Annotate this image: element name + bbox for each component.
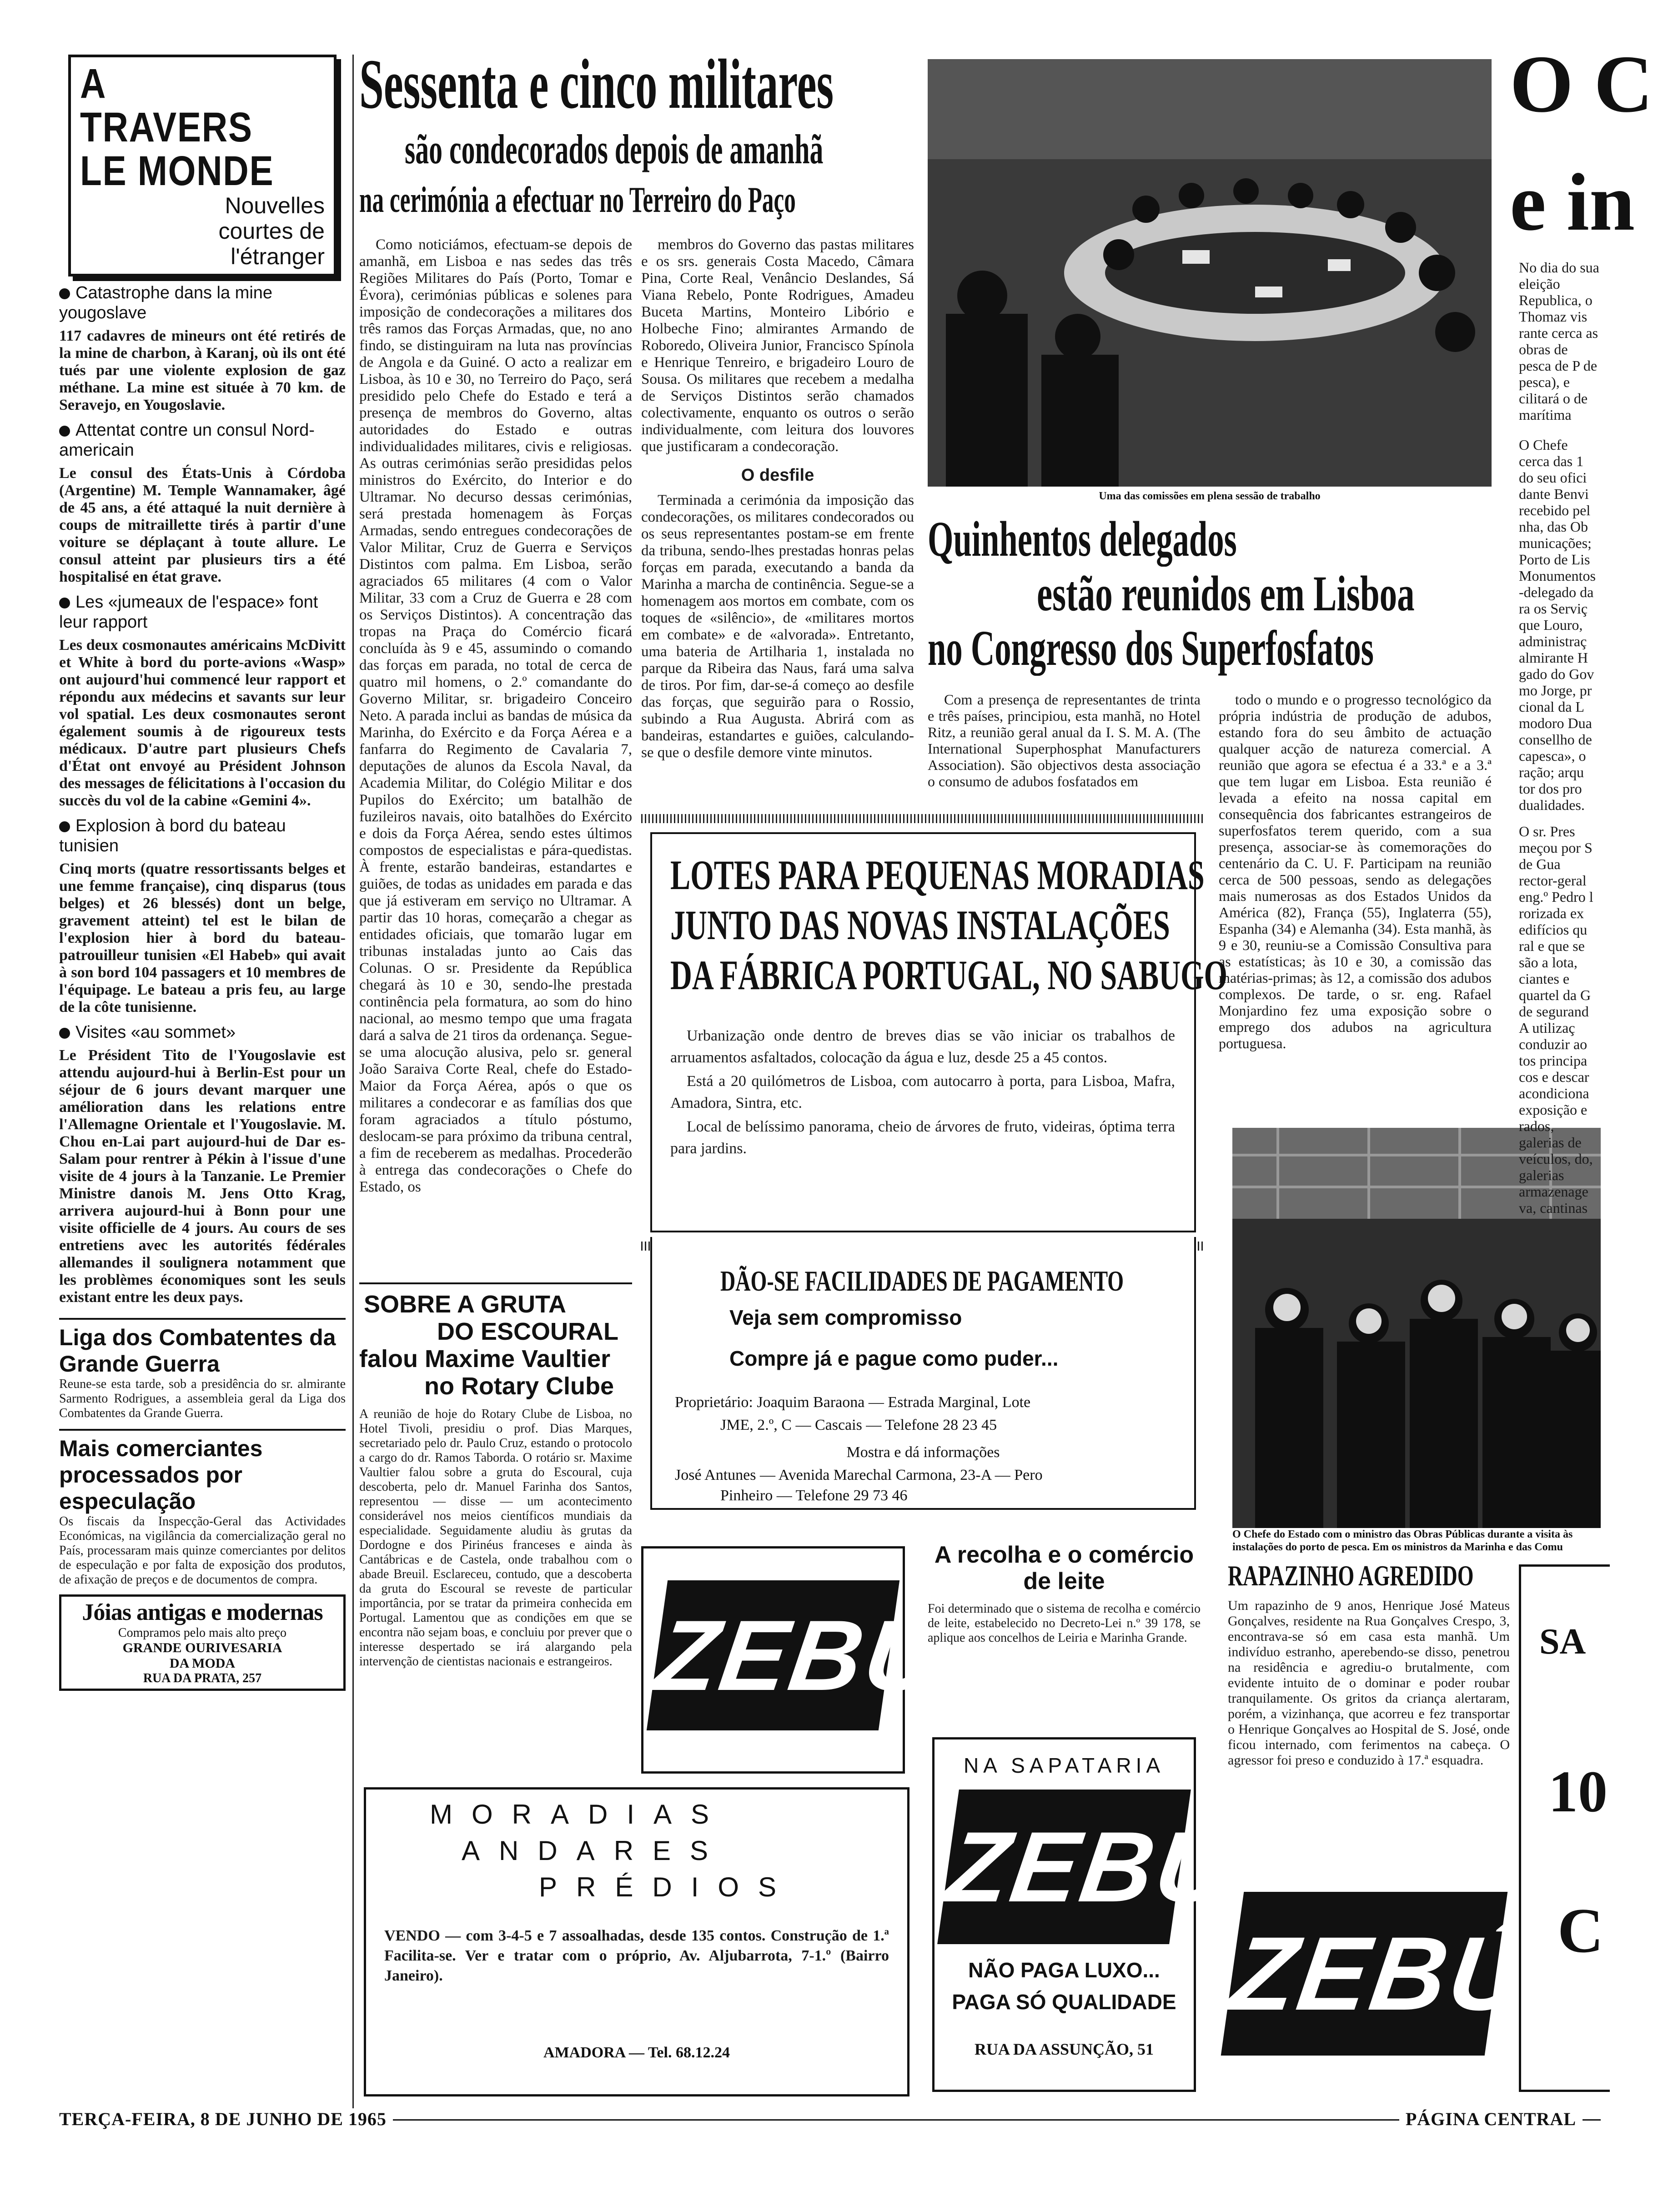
moradias-line-3: PRÉDIOS — [539, 1872, 796, 1902]
main-headline: Sessenta e cinco militares — [359, 45, 834, 123]
right-big-headline-2: e in — [1510, 157, 1635, 247]
footer-page: PÁGINA CENTRAL — [1399, 2108, 1583, 2130]
zebu-logo-1: ZEBÚ — [647, 1580, 899, 1730]
column-rule — [352, 55, 354, 2128]
joias-line-2: GRANDE OURIVESARIA — [122, 1640, 282, 1655]
lotes-prop-1: Proprietário: Joaquim Baraona — Estrada Marginal, Lote — [675, 1394, 1031, 1411]
joias-title: Jóias antigas e modernas — [82, 1599, 323, 1625]
gruta-title-1: SOBRE A GRUTA — [364, 1291, 566, 1318]
zebu-ad-1 — [641, 1546, 949, 1774]
photo-committee-caption: Uma das comissões em plena sessão de trabalho — [1099, 490, 1321, 502]
bullet-icon — [59, 821, 70, 832]
world-news-subtitle: Nouvelles courtes de l'étranger — [218, 193, 325, 269]
lotes-text: Urbanização onde dentro de breves dias se vão iniciar os trabalhos de arruamentos asfaltados, colocação da água e luz, desde 25 a 45 contos. Está a 20 quilómetros de Lisboa, com autocarro à porta, para Lisboa, Mafra, Amadora, Sintra, etc. Local de belíssimo panorama, cheio de árvores de fruto, videiras, óptima terra para jardins. — [670, 1027, 1175, 1157]
gruta-title-3: falou Maxime Vaultier — [359, 1345, 611, 1372]
gruta-title-2: DO ESCOURAL — [437, 1318, 618, 1345]
zebu-logo-2: ZEBÚ — [937, 1790, 1191, 1944]
bullet-icon — [59, 598, 70, 608]
item-heading: Explosion à bord du bateau tunisien — [59, 816, 286, 855]
gruta-text: A reunião de hoje do Rotary Clube de Lisboa, no Hotel Tivoli, presidiu o prof. Dias Marques, secretariado pelo dr. Paulo Cruz, estando o protocolo a cargo do dr. Ramos Taborda. O rotário sr. Maxime Vaultier falou sobre a gruta do Escoural, cuja descoberta, pelo dr. Manuel Farinha dos Santos, representou — disse — um acontecimento considerável nos meios científicos mundiais da especialidade. Seguidamente aludiu às grutas da Dordogne e dos Pirinéus franceses e ainda às Cantábricas e de Castela, onde trabalhou com o abade Breuil. Esclareceu, contudo, que a descoberta da gruta do Escoural se reveste de particular importância, por se tratar da primeira conhecida em Portugal. Lamentou que as condições em que se encontra não sejam boas, e concluiu por prever que o interesse despertado se irá alargando pela intervenção de cientistas nacionais e estrangeiros. — [359, 1407, 632, 1669]
main-article-col-1: Como noticiámos, efectuam-se depois de amanhã, em Lisboa e nas sedes das três Regiões Militares do País (Porto, Tomar e Évora), cerimónias públicas e solenes para imposição de condecorações a militares dos três ramos das Forças Armadas, que, no ano findo, se distinguiram na luta nas províncias de Angola e da Guiné. O acto a realizar em Lisboa, às 10 e 30, no Terreiro do Paço, será presidido pelo Chefe do Estado e terá a presença de membros do Governo, altas autoridades do Estado e outras individualidades militares, civis e religiosas. As outras cerimónias serão presididas pelos ministros do Exército, do Interior e do Ultramar. No decurso dessas cerimónias, será prestada homenagem às Forças Armadas, sendo entregues condecorações de Valor Militar, Cruz de Guerra e Serviços Distintos com palma. Em Lisboa, serão agraciados 65 militares (4 com o Valor Militar, 33 com a Cruz de Guerra e 28 com os Serviços Distintos). A concentração das tropas na Praça do Comércio ficará concluída às 9 e 45, assumindo o comando das forças em parada, no total de cerca de quatro mil homens, o 2.º comandante do Governo Militar, sr. brigadeiro Conceiro Neto. A parada inclui as bandas de música da Marinha, do Exército e da Força Aérea e a fanfarra do Regimento de Cavalaria 7, deputações de alunos da Escola Naval, da Academia Militar, do Colégio Militar e dos Pupilos do Exército; um batalhão de fuzileiros navais, oito batalhões do Exército e dois da Força Aérea, sendo estes últimos compostos de especialistas e pára-quedistas. À frente, estarão bandeiras, estandartes e guiões, de todas as unidades em parada e das que já estiveram em serviço no Ultramar. A partir das 10 horas, começarão a chegar as entidades oficiais, que tomarão lugar em tribunas instaladas junto ao Cais das Colunas. O sr. Presidente da República chegará às 10 e 30, sendo-lhe prestada continência pela formatura, ao som do hino nacional, ao mesmo tempo que uma fragata dará a salva de 21 tiros da ordenança. Segue-se uma alocução alusiva, pelo sr. general João Saraiva Corte Real, chefe do Estado-Maior da Força Aérea, após o que os militares a condecorar e as famílias dos que foram agraciados a título póstumo, deslocam-se para próximo da tribuna central, a fim de receberem as medalhas. Procederão à entrega das condecorações o Chefe do Estado, os — [359, 236, 632, 1195]
joias-line-1: Compramos pelo mais alto preço — [118, 1626, 287, 1640]
item-heading: Catastrophe dans la mine yougoslave — [59, 283, 273, 322]
item-text: Cinq morts (quatre ressortissants belges et une femme française), cinq disparus (tous belges) et 26 blessés) dont un belge, gravement atteint) tel est le bilan de l'explosion hier à bord du bateau-patrouilleur tunisien «El Habeb» qui avait à son bord 104 passagers et 10 membres de l'équipage. Le bateau a pris feu, au large de la côte tunisienne. — [59, 860, 346, 1016]
zebu-ad-2 — [932, 1737, 1240, 2092]
bullet-icon — [59, 426, 70, 437]
world-news-item — [59, 816, 346, 1016]
lotes-veja: Veja sem compromisso — [729, 1306, 962, 1329]
liga-text: Reune-se esta tarde, sob a presidência do sr. almirante Sarmento Rodrigues, a assembleia geral da Liga dos Combatentes da Grande Guerra. — [59, 1377, 346, 1420]
left-column — [59, 55, 346, 2128]
gruta-title-4: no Rotary Clube — [424, 1372, 614, 1400]
right-ad-sa: SA — [1539, 1622, 1586, 1662]
zebu-na-sapataria: NA SAPATARIA — [963, 1754, 1165, 1777]
world-news-item — [59, 283, 346, 414]
congress-headline-2: estão reunidos em Lisboa — [1037, 566, 1415, 621]
world-news-title-1: A TRAVERS — [80, 60, 253, 151]
lotes-title-1: LOTES PARA PEQUENAS MORADIAS — [670, 852, 1205, 898]
rapazinho-article — [1228, 1560, 1510, 1878]
moradias-text: VENDO — com 3-4-5 e 7 assoalhadas, desde 135 contos. Construção de 1.ª Facilita-se. Ver e tratar com o próprio, Av. Aljubarrota, 7-1.º (Bairro Janeiro). — [384, 1927, 889, 1984]
footer-rule — [59, 2106, 1601, 2133]
lotes-title-3: DA FÁBRICA PORTUGAL, NO SABUGO — [670, 952, 1228, 998]
moradias-ad — [364, 1787, 909, 2096]
zebu-ad-3 — [1224, 1883, 1537, 2092]
bullet-icon — [59, 1028, 70, 1039]
liga-title: Liga dos Combatentes da Grande Guerra — [59, 1318, 346, 1377]
right-col-text-1: No dia do sua eleição Republica, o Thomaz vis rante cerca as obras de pesca de P de pesca), e cilitará o de marítima — [1519, 259, 1599, 423]
lotes-compre: Compre já e pague como puder... — [729, 1347, 1059, 1370]
mais-title: Mais comerciantes processados por especulação — [59, 1429, 346, 1514]
bullet-icon — [59, 288, 70, 299]
zebu-logo-3: ZEBÚ — [1221, 1892, 1508, 2056]
congress-headline-3: no Congresso dos Superfosfatos — [928, 620, 1374, 676]
joias-line-3: DA MODA — [169, 1656, 236, 1671]
photo-chief-caption: O Chefe do Estado com o ministro das Obras Públicas durante a visita às instalações do porto de pesca. Em os ministros da Marinha e das Comu — [1232, 1528, 1573, 1553]
leite-text: Foi determinado que o sistema de recolha e comércio de leite, estabelecido no Decreto-Lei n.º 39 178, se aplique aos concelhos de Leiria e Marinha Grande. — [928, 1602, 1201, 1645]
right-col-text-2: O Chefe cerca das 1 do seu ofici dante Benvi recebido pel nha, das Ob municações; Porto de Lis Monumentos -delegado da ra os Serviç que Louro, administraç almirante H gado do Gov mo Jorge, pr cional da L modoro Dua consellho de capesca», o ração; arqu tor dos pro dualidades. — [1519, 437, 1596, 813]
lotes-facilidades: DÃO-SE FACILIDADES DE PAGAMENTO — [720, 1265, 1124, 1297]
item-text: Le Président Tito de l'Yougoslavie est attendu aujourd-hui à Berlin-Est pour un séjour de 6 jours devant marquer une amélioration dans les relations entre l'Allemagne Orientale et l'Yougoslavie. M. Chou en-Lai part aujourd-hui de Dar es-Salam pour rentrer à Pékin à l'issue d'une visite de 4 jours à la Tanzanie. Le Premier Ministre danois M. Jens Otto Krag, arrivera aujourd-hui à Bonn pour une visite officielle de 4 jours. Au cours de ses entretiens avec les autorités fédérales allemandes il soulignera notamment que les problèmes économiques sont les seuls existant entre les deux pays. — [59, 1047, 346, 1306]
lotes-ad — [641, 814, 1228, 1251]
item-text: 117 cadavres de mineurs ont été retirés de la mine de charbon, à Karanj, où ils ont été tués par une violente explosion de gaz méthane. La mine est située à 70 km. de Seravejo, en Yougoslavie. — [59, 327, 346, 413]
zebu-nao-paga: NÃO PAGA LUXO... — [968, 1958, 1160, 1982]
lotes-title-2: JUNTO DAS NOVAS INSTALAÇÕES — [670, 902, 1170, 948]
main-deck-2: na cerimónia a efectuar no Terreiro do Paço — [359, 180, 796, 220]
world-news-item — [59, 420, 346, 586]
congress-col-1: Com a presença de representantes de trinta e três países, principiou, esta manhã, no Hotel Ritz, a reunião geral anual da I. S. M. A. (The International Superphosphat Manufacturers Association). São objectivos desta associação o consumo de adubos fosfatados em — [928, 691, 1201, 789]
congress-col-2: todo o mundo e o progresso tecnológico da própria indústria de produção de adubos, estando fora do seu âmbito de actuação qualquer acção de natureza comercial. A reunião que agora se efectua é a 33.ª e a 3.ª que tem lugar em Lisboa. Esta reunião é levada a efeito na nossa capital em consequência dos fabricantes estrangeiros de superfosfatos terem querido, com a sua presença, associar-se às comemorações do centenário da C. U. F. Participam na reunião cerca de 500 pessoas, sendo as delegações mais numerosas as dos Estados Unidos da América (82), França (55), Inglaterra (55), Espanha (34) e Alemanha (34). Esta manhã, às 9 e 30, reuniu-se a Comissão Consultiva para as estatísticas; às 10 e 30, a comissão das matérias-primas; às 12, a comissão dos adubos complexos. De tarde, o sr. eng. Rafael Monjardino fez uma exposição sobre o emprego dos adubos na agricultura portuguesa. — [1219, 691, 1492, 1051]
congress-headline-1: Quinhentos delegados — [928, 511, 1237, 567]
right-ad-10: 10 — [1548, 1759, 1608, 1825]
rapazinho-text: Um rapazinho de 9 anos, Henrique José Mateus Gonçalves, residente na Rua Gonçalves Crespo, 3, encontrava-se só em casa esta manhã. Um indivíduo estranho, aperebendo-se disso, penetrou na residência e agrediu-o brutalmente, com evidente intuito de o dominar e poder roubar tranquilamente. Os gritos da criança alertaram, porém, a vizinhança, que acorreu e fez transportar o Henrique Gonçalves ao Hospital de S. José, onde ficou internado, com ferimentos na cabeça. O agressor foi preso e conduzido à 17.ª esquadra. — [1228, 1598, 1510, 1768]
world-news-item — [59, 1022, 346, 1306]
mais-text: Os fiscais da Inspecção-Geral das Actividades Económicas, na vigilância da comercialização geral no País, processaram mais quinze comerciantes por delitos de especulação e por falta de exposição dos produtos, de afixação de preços e de documentos de compra. — [59, 1514, 346, 1587]
lotes-mostra: Mostra e dá informações — [846, 1444, 1000, 1461]
lotes-prop-2: JME, 2.º, C — Cascais — Telefone 28 23 45 — [720, 1417, 997, 1433]
leite-article — [928, 1542, 1201, 1733]
lotes-payment-box — [641, 1246, 1205, 1528]
moradias-footer: AMADORA — Tel. 68.12.24 — [543, 2044, 730, 2061]
right-col-text-3: O sr. Pres meçou por S de Gua rector-geral eng.º Pedro l rorizada ex edifícios qu ral e que se são a lota, ciantes e quartel da G de segurand A utilizaç conduzir ao tos principa cos e descar acondiciona exposição e rados, galerias de veículos, do, galerias armazenage va, cantinas — [1519, 823, 1593, 1216]
item-heading: Visites «au sommet» — [75, 1023, 236, 1042]
desfile-heading: O desfile — [741, 466, 814, 485]
lotes-jose-2: Pinheiro — Telefone 29 73 46 — [720, 1487, 908, 1504]
zebu-paga-so: PAGA SÓ QUALIDADE — [952, 1990, 1176, 2014]
item-text: Les deux cosmonautes américains McDivitt et White à bord du porte-avions «Wasp» ont aujourd'hui commencé leur rapport et répondu aux médecins et savants sur leur vol spatial. Les deux cosmonautes seront également soumis à de rigoureux tests médicaux. D'autre part plusieurs Chefs d'État ont envoyé au Président Johnson des messages de félicitations à l'occasion du succès du vol de la cabine «Gemini 4». — [59, 637, 346, 809]
joias-line-4: RUA DA PRATA, 257 — [143, 1671, 262, 1685]
world-news-box — [68, 55, 337, 276]
main-deck-1: são condecorados depois de amanhã — [405, 126, 824, 172]
zebu-rua: RUA DA ASSUNÇÃO, 51 — [974, 2040, 1154, 2058]
moradias-line-2: ANDARES — [462, 1835, 728, 1866]
main-article-col-2: membros do Governo das pastas militares e os srs. generais Costa Macedo, Câmara Pina, Corte Real, Venâncio Deslandes, Sá Viana Rebelo, Ponte Rodrigues, Amadeu Buceta Martins, Monteiro Libório e Holbeche Fino; almirantes Armando de Roboredo, Oliveira Junior, Francisco Spínola e Henrique Tenreiro, e brigadeiro Louro de Sousa. Os militares que recebem a medalha de Serviços Distintos serão chamados colectivamente, enquanto os outros o serão individualmente, com leitura dos louvores que justificaram a condecoração. O desfile Terminada a cerimónia da imposição das condecorações, os militares condecorados ou os seus representantes postam-se em frente da tribuna, sendo-lhes prestadas honras pelas forças em parada, executando a banda da Marinha a marcha de continência. Segue-se a homenagem aos mortos em combate, com os toques de «silêncio», de «militares mortos em combate» e de «alvorada». Entretanto, uma bateria de Artilharia 1, instalada no parque da Ribeira das Naus, fará uma salva de tiros. Por fim, dar-se-á começo ao desfile das forças, que seguirão para o Rossio, subindo a Rua Augusta. Abrirá com as bandeiras, estandartes e guiões, calculando-se que o desfile demore vinte minutos. — [641, 236, 914, 761]
item-heading: Attentat contre un consul Nord-americain — [59, 421, 315, 460]
world-news-title-2: LE MONDE — [80, 148, 274, 194]
world-news-item — [59, 592, 346, 809]
leite-title: A recolha e o comércio de leite — [934, 1542, 1194, 1594]
footer-date: TERÇA-FEIRA, 8 DE JUNHO DE 1965 — [59, 2108, 393, 2130]
gruta-article — [359, 1282, 632, 1769]
rapazinho-title: RAPAZINHO AGREDIDO — [1228, 1559, 1474, 1592]
item-heading: Les «jumeaux de l'espace» font leur rapport — [59, 593, 318, 632]
moradias-line-1: MORADIAS — [430, 1799, 729, 1830]
photo-committee-session — [928, 59, 1492, 487]
lotes-jose-1: José Antunes — Avenida Marechal Carmona, 23-A — Pero — [675, 1467, 1043, 1483]
right-big-headline-1: O C — [1510, 39, 1653, 129]
item-text: Le consul des États-Unis à Córdoba (Argentine) M. Temple Wannamaker, âgé de 45 ans, a été attaqué la nuit dernière à coups de mitraillette tirés à partir d'une voiture se déplaçant à toute allure. Le consul atteint par plusieurs tirs a été hospitalisé en état grave. — [59, 465, 346, 585]
joias-ad — [59, 1594, 346, 1691]
right-ad-box — [1519, 1564, 1610, 2092]
right-ad-c: C — [1558, 1895, 1604, 1966]
